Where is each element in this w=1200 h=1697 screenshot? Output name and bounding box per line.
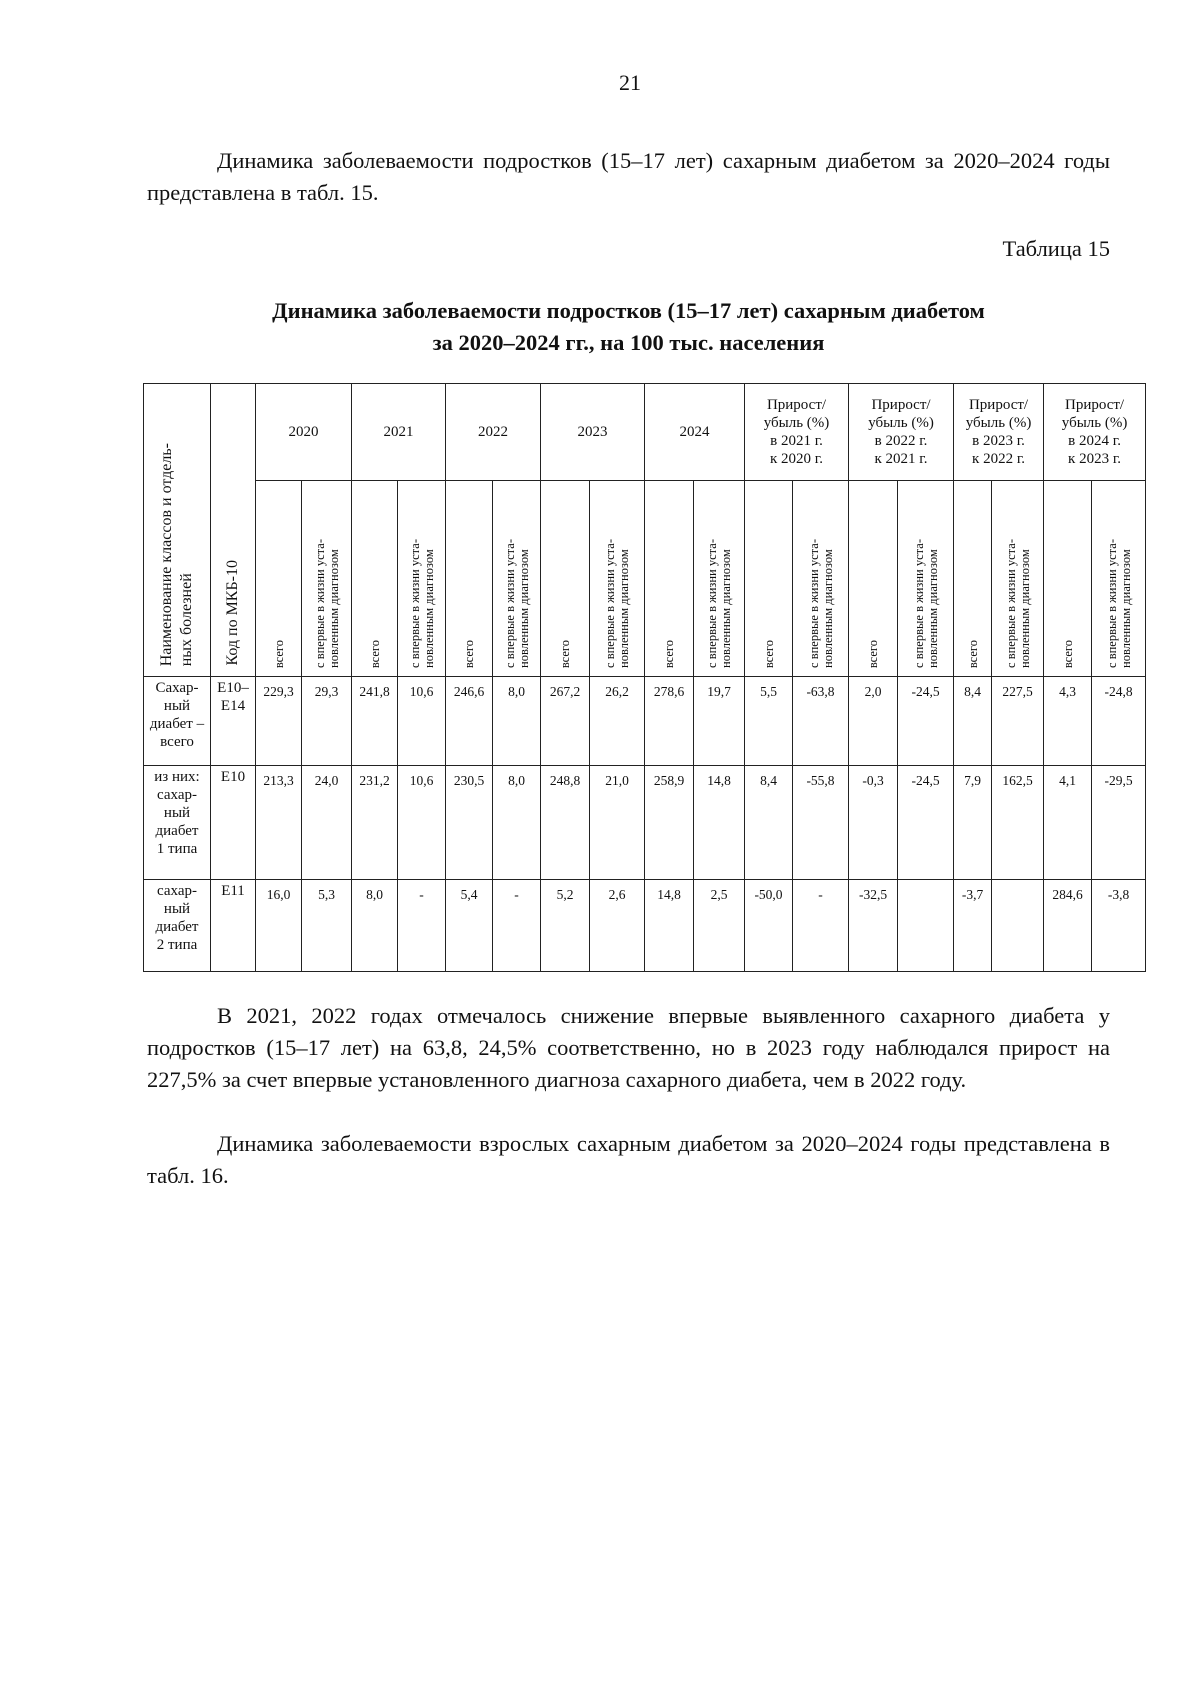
subheader-total: всего — [645, 481, 694, 677]
value-cell: 10,6 — [398, 677, 446, 766]
caption-line: Динамика заболеваемости подростков (15–17 лет) сахарным диабетом — [272, 298, 985, 323]
value-cell: 267,2 — [541, 677, 590, 766]
header-year: 2022 — [446, 384, 541, 481]
value-cell: 8,0 — [493, 677, 541, 766]
subheader-new-diagnosis: с впервые в жизни уста- новленным диагнозом — [493, 481, 541, 677]
header-increment: Прирост/ убыль (%) в 2023 г. к 2022 г. — [954, 384, 1044, 481]
value-cell: -3,7 — [954, 880, 992, 972]
value-cell: 2,5 — [694, 880, 745, 972]
value-cell: - — [493, 880, 541, 972]
body-paragraph: Динамика заболеваемости взрослых сахарным диабетом за 2020–2024 годы представлена в табл. 16. — [147, 1131, 1110, 1188]
value-cell: 213,3 — [256, 766, 302, 880]
value-cell: 5,3 — [302, 880, 352, 972]
value-cell: 246,6 — [446, 677, 493, 766]
value-cell: 258,9 — [645, 766, 694, 880]
subheader-new-diagnosis: с впервые в жизни уста- новленным диагнозом — [992, 481, 1044, 677]
value-cell: -55,8 — [793, 766, 849, 880]
value-cell: - — [793, 880, 849, 972]
value-cell: 241,8 — [352, 677, 398, 766]
disease-name-cell: сахар- ный диабет 2 типа — [144, 880, 211, 972]
value-cell: 284,6 — [1044, 880, 1092, 972]
value-cell: -32,5 — [849, 880, 898, 972]
subheader-new-diagnosis: с впервые в жизни уста- новленным диагнозом — [590, 481, 645, 677]
icd-code-cell: E10– E14 — [211, 677, 256, 766]
table-caption — [147, 295, 1110, 359]
value-cell: 4,3 — [1044, 677, 1092, 766]
icd-code-cell: E11 — [211, 880, 256, 972]
header-year: 2021 — [352, 384, 446, 481]
value-cell: 5,4 — [446, 880, 493, 972]
value-cell: -24,8 — [1092, 677, 1146, 766]
value-cell: 248,8 — [541, 766, 590, 880]
value-cell: -63,8 — [793, 677, 849, 766]
header-disease-name: Наименование классов и отдель- ных болезней — [144, 384, 211, 677]
value-cell: 162,5 — [992, 766, 1044, 880]
morbidity-table — [143, 383, 1146, 972]
page-number: 21 — [619, 70, 641, 95]
value-cell: 2,0 — [849, 677, 898, 766]
value-cell: 8,4 — [745, 766, 793, 880]
value-cell: 230,5 — [446, 766, 493, 880]
header-year: 2024 — [645, 384, 745, 481]
subheader-new-diagnosis: с впервые в жизни уста- новленным диагнозом — [398, 481, 446, 677]
value-cell: 231,2 — [352, 766, 398, 880]
value-cell: -24,5 — [898, 766, 954, 880]
subheader-total: всего — [1044, 481, 1092, 677]
table-row — [144, 677, 1146, 766]
value-cell: -50,0 — [745, 880, 793, 972]
subheader-new-diagnosis: с впервые в жизни уста- новленным диагнозом — [694, 481, 745, 677]
subheader-total: всего — [849, 481, 898, 677]
header-increment: Прирост/ убыль (%) в 2022 г. к 2021 г. — [849, 384, 954, 481]
header-year: 2023 — [541, 384, 645, 481]
intro-paragraph: Динамика заболеваемости подростков (15–17 лет) сахарным диабетом за 2020–2024 годы представлена в табл. 15. — [147, 148, 1110, 205]
value-cell: 24,0 — [302, 766, 352, 880]
value-cell — [898, 880, 954, 972]
disease-name-cell: Сахар- ный диабет – всего — [144, 677, 211, 766]
value-cell: 2,6 — [590, 880, 645, 972]
value-cell: 29,3 — [302, 677, 352, 766]
value-cell: 26,2 — [590, 677, 645, 766]
value-cell: 278,6 — [645, 677, 694, 766]
value-cell: 5,5 — [745, 677, 793, 766]
subheader-new-diagnosis: с впервые в жизни уста- новленным диагнозом — [793, 481, 849, 677]
subheader-new-diagnosis: с впервые в жизни уста- новленным диагнозом — [302, 481, 352, 677]
value-cell: 21,0 — [590, 766, 645, 880]
caption-line: за 2020–2024 гг., на 100 тыс. населения — [432, 330, 825, 355]
header-increment: Прирост/ убыль (%) в 2021 г. к 2020 г. — [745, 384, 849, 481]
subheader-total: всего — [541, 481, 590, 677]
value-cell: 19,7 — [694, 677, 745, 766]
value-cell: 4,1 — [1044, 766, 1092, 880]
value-cell: 8,0 — [352, 880, 398, 972]
body-paragraph: В 2021, 2022 годах отмечалось снижение впервые выявленного сахарного диабета у подростков (15–17 лет) на 63,8, 24,5% соответственно, но в 2023 году наблюдался прирост на 227,5% за счет впервые установленного диагноза сахарного диабета, чем в 2022 году. — [147, 1003, 1110, 1092]
value-cell: 5,2 — [541, 880, 590, 972]
value-cell: 8,0 — [493, 766, 541, 880]
value-cell: 7,9 — [954, 766, 992, 880]
value-cell: 14,8 — [694, 766, 745, 880]
value-cell: 10,6 — [398, 766, 446, 880]
value-cell: 14,8 — [645, 880, 694, 972]
subheader-total: всего — [256, 481, 302, 677]
subheader-total: всего — [745, 481, 793, 677]
disease-name-cell: из них: сахар- ный диабет 1 типа — [144, 766, 211, 880]
subheader-new-diagnosis: с впервые в жизни уста- новленным диагнозом — [898, 481, 954, 677]
value-cell: -3,8 — [1092, 880, 1146, 972]
value-cell — [992, 880, 1044, 972]
subheader-total: всего — [954, 481, 992, 677]
subheader-total: всего — [446, 481, 493, 677]
header-increment: Прирост/ убыль (%) в 2024 г. к 2023 г. — [1044, 384, 1146, 481]
header-year: 2020 — [256, 384, 352, 481]
value-cell: 227,5 — [992, 677, 1044, 766]
value-cell: 16,0 — [256, 880, 302, 972]
value-cell: - — [398, 880, 446, 972]
value-cell: 8,4 — [954, 677, 992, 766]
value-cell: 229,3 — [256, 677, 302, 766]
table-row — [144, 880, 1146, 972]
table-label: Таблица 15 — [1002, 236, 1110, 261]
icd-code-cell: E10 — [211, 766, 256, 880]
table-row — [144, 766, 1146, 880]
value-cell: -29,5 — [1092, 766, 1146, 880]
value-cell: -24,5 — [898, 677, 954, 766]
value-cell: -0,3 — [849, 766, 898, 880]
header-icd-code: Код по МКБ-10 — [211, 384, 256, 677]
subheader-new-diagnosis: с впервые в жизни уста- новленным диагнозом — [1092, 481, 1146, 677]
subheader-total: всего — [352, 481, 398, 677]
